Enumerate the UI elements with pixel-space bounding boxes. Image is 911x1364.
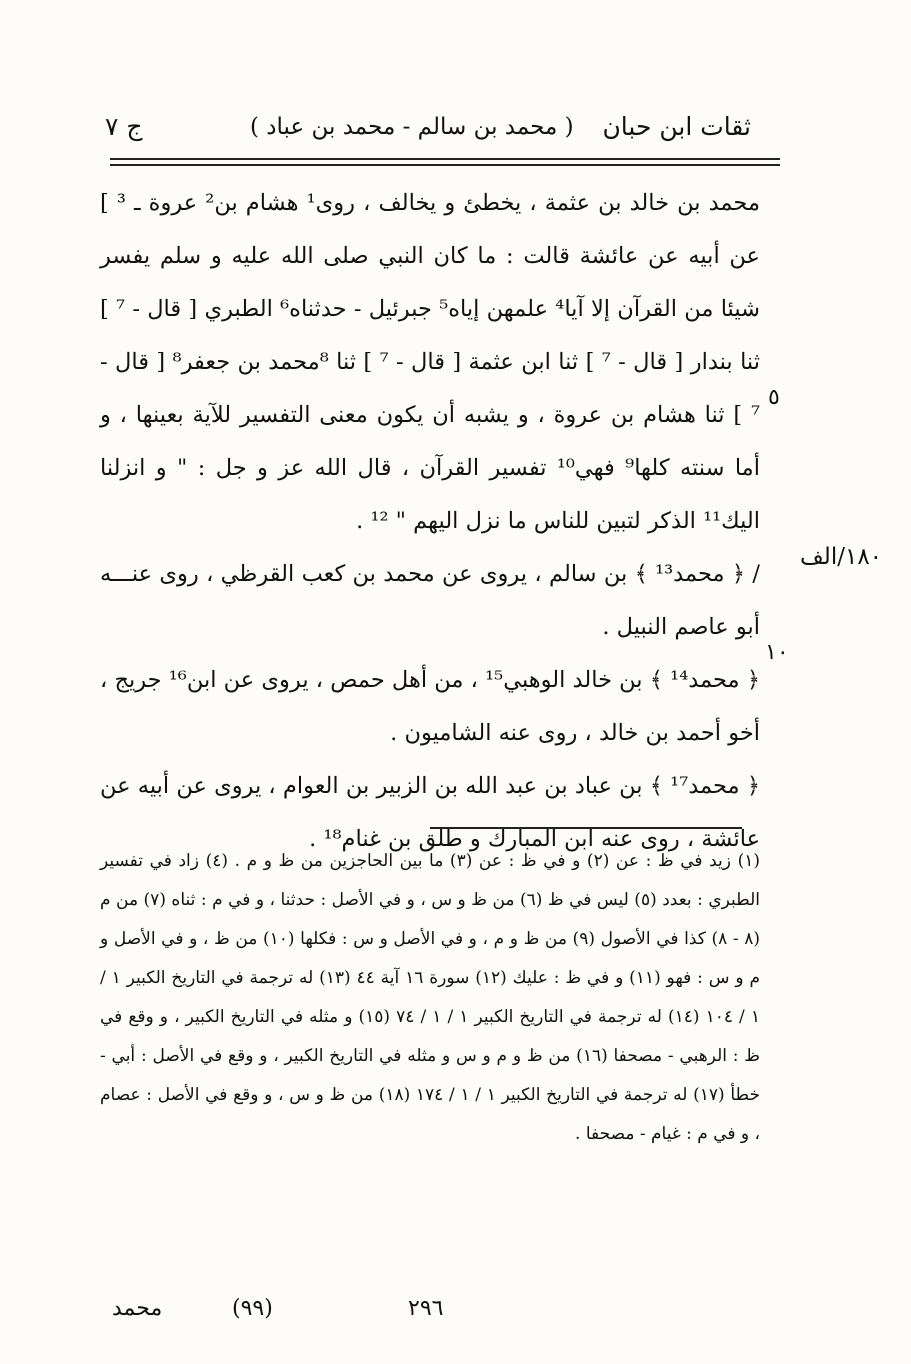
folio-marker: ١٨٠/الف	[800, 544, 883, 570]
entry-paragraph: محمد بن خالد بن عثمة ، يخطئ و يخالف ، روى¹ هشام بن² عروة ـ ³ ] عن أبيه عن عائشة قالت : ما كان النبي صلى الله عليه و سلم يفسر شيئا من القرآن إلا آيا⁴ علمهن إياه⁵ جبرئيل - حدثناه⁶ الطبري [ قال - ⁷ ] ثنا بندار [ قال - ⁷ ] ثنا ابن عثمة [ قال - ⁷ ] ثنا ⁸محمد بن جعفر⁸ [ قال - ⁷ ] ثنا هشام بن عروة ، و يشبه أن يكون معنى التفسير للآية بعينها ، و أما سنته كلها⁹ فهي¹⁰ تفسير القرآن ، قال الله عز و جل : " و انزلنا اليك¹¹ الذكر لتبين للناس ما نزل اليهم " ¹² .	[100, 190, 760, 534]
entry-paragraph: / ﴿ محمد¹³ ﴾ بن سالم ، يروى عن محمد بن كعب القرظي ، روى عنـــه أبو عاصم النبيل .	[100, 561, 760, 640]
signature-mark: (٩٩)	[232, 1296, 273, 1321]
header-rule-top	[110, 158, 780, 160]
footnote-rule	[430, 827, 742, 829]
header-rule-bottom	[110, 164, 780, 166]
line-number-5: ٥	[768, 385, 780, 410]
page-number: ٢٩٦	[408, 1296, 444, 1321]
running-title: ثقات ابن حبان	[602, 112, 751, 141]
footnotes	[100, 842, 760, 1154]
section-title: ( محمد بن سالم - محمد بن عباد )	[250, 114, 574, 140]
entry-paragraph: ﴿ محمد¹⁷ ﴾ بن عباد بن عبد الله بن الزبير بن العوام ، يروى عن أبيه عن عائشة ، روى عنه ابن المبارك و طلق بن غنام¹⁸ .	[100, 773, 760, 852]
main-text	[100, 177, 760, 866]
volume-label: ج ٧	[105, 112, 143, 141]
catchword: محمد	[112, 1296, 163, 1321]
entry-paragraph: ﴿ محمد¹⁴ ﴾ بن خالد الوهبي¹⁵ ، من أهل حمص ، يروى عن ابن¹⁶ جريج ، أخو أحمد بن خالد ، روى عنه الشاميون .	[100, 667, 760, 746]
line-number-10: ١٠	[765, 640, 789, 665]
footnotes-text: (١) زيد في ظ : عن (٢) و في ظ : عن (٣) ما بين الحاجزين من ظ و م . (٤) زاد في تفسير الطبري : بعدد (٥) ليس في ظ (٦) من ظ و س ، و في الأصل : حدثنا ، و في م : ثناه (٧) من م (٨ - ٨) كذا في الأصول (٩) من ظ و م ، و في الأصل و س : فكلها (١٠) من ظ ، و في الأصل و م و س : فهو (١١) و في ظ : عليك (١٢) سورة ١٦ آية ٤٤ (١٣) له ترجمة في التاريخ الكبير ١ / ١ / ١٠٤ (١٤) له ترجمة في التاريخ الكبير ١ / ١ / ٧٤ (١٥) و مثله في التاريخ الكبير ، و وقع في ظ : الرهبي - مصحفا (١٦) من ظ و م و س و مثله في التاريخ الكبير ، و وقع في الأصل : أبي - خطأ (١٧) له ترجمة في التاريخ الكبير ١ / ١ / ١٧٤ (١٨) من ظ و س ، و وقع في الأصل : عصام ، و في م : غيام - مصحفا .	[100, 851, 760, 1144]
